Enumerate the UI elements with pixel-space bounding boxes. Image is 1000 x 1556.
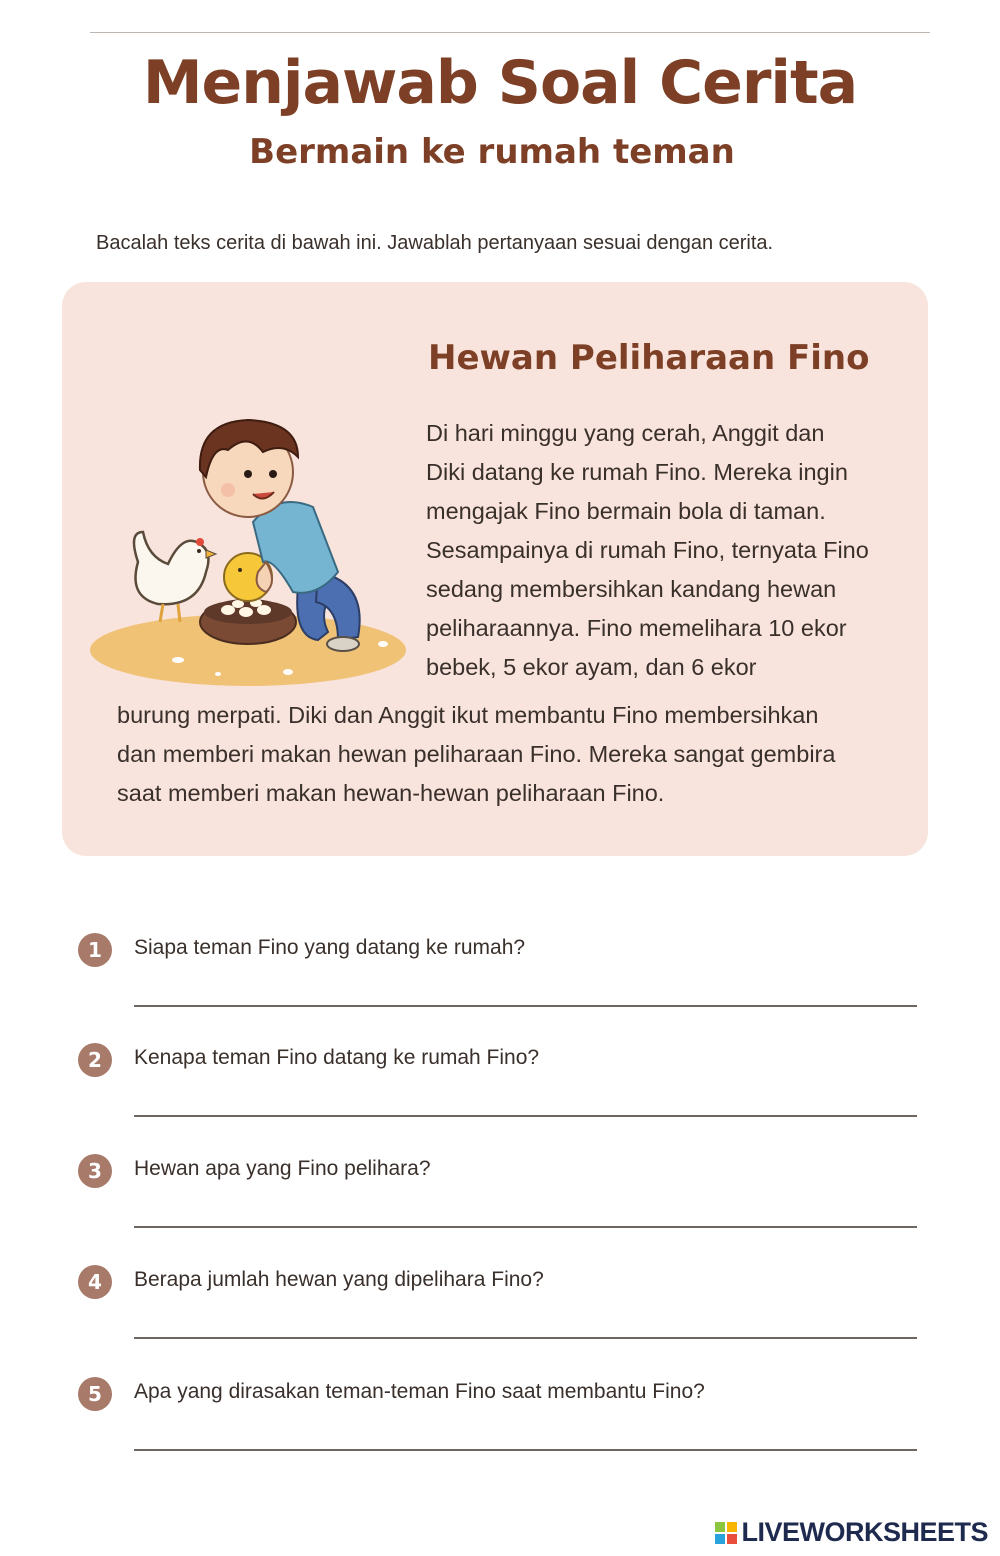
question-text: Berapa jumlah hewan yang dipelihara Fino? [134, 1268, 544, 1291]
question-number-badge: 2 [78, 1043, 112, 1077]
question-text: Apa yang dirasakan teman-teman Fino saat membantu Fino? [134, 1380, 705, 1403]
answer-line-1[interactable] [134, 1005, 917, 1007]
story-line: peliharaannya. Fino memelihara 10 ekor [426, 615, 847, 641]
watermark-text: LIVEWORKSHEETS [741, 1517, 988, 1547]
question-text: Hewan apa yang Fino pelihara? [134, 1157, 431, 1180]
question-text: Siapa teman Fino yang datang ke rumah? [134, 936, 526, 959]
question-number-badge: 3 [78, 1154, 112, 1188]
egg-basket-icon [200, 599, 296, 644]
story-line: Sesampainya di rumah Fino, ternyata Fino [426, 537, 869, 563]
question-3 [78, 1154, 918, 1244]
question-text: Kenapa teman Fino datang ke rumah Fino? [134, 1046, 540, 1069]
top-rule [90, 32, 930, 33]
chicken-icon [134, 532, 216, 622]
question-number-badge: 4 [78, 1265, 112, 1299]
story-line: sedang membersihkan kandang hewan [426, 576, 837, 602]
question-2 [78, 1043, 918, 1133]
story-line: bebek, 5 ekor ayam, dan 6 ekor [426, 654, 757, 680]
story-line: Diki datang ke rumah Fino. Mereka ingin [426, 459, 848, 485]
question-5 [78, 1377, 918, 1467]
page-title: Menjawab Soal Cerita [142, 48, 858, 118]
question-4 [78, 1265, 918, 1355]
answer-line-2[interactable] [134, 1115, 917, 1117]
instruction-text: Bacalah teks cerita di bawah ini. Jawablah pertanyaan sesuai dengan cerita. [96, 232, 774, 254]
story-line: mengajak Fino bermain bola di taman. [426, 498, 826, 524]
liveworksheets-logo-icon [715, 1522, 737, 1544]
boy-feeding-chicken-illustration [88, 382, 418, 692]
question-number-badge: 1 [78, 933, 112, 967]
question-number-badge: 5 [78, 1377, 112, 1411]
story-line: saat memberi makan hewan-hewan peliharaan Fino. [117, 780, 665, 806]
page-subtitle: Bermain ke rumah teman [249, 132, 735, 172]
story-paragraph-top [426, 414, 916, 687]
story-line: burung merpati. Diki dan Anggit ikut membantu Fino membersihkan [117, 702, 819, 728]
story-line: Di hari minggu yang cerah, Anggit dan [426, 420, 825, 446]
answer-line-3[interactable] [134, 1226, 917, 1228]
story-box [62, 282, 928, 856]
liveworksheets-watermark [715, 1517, 988, 1548]
question-1 [78, 933, 918, 1023]
answer-line-5[interactable] [134, 1449, 917, 1451]
story-paragraph-bottom [117, 696, 907, 813]
answer-line-4[interactable] [134, 1337, 917, 1339]
story-line: dan memberi makan hewan peliharaan Fino. Mereka sangat gembira [117, 741, 836, 767]
story-title: Hewan Peliharaan Fino [428, 338, 870, 378]
